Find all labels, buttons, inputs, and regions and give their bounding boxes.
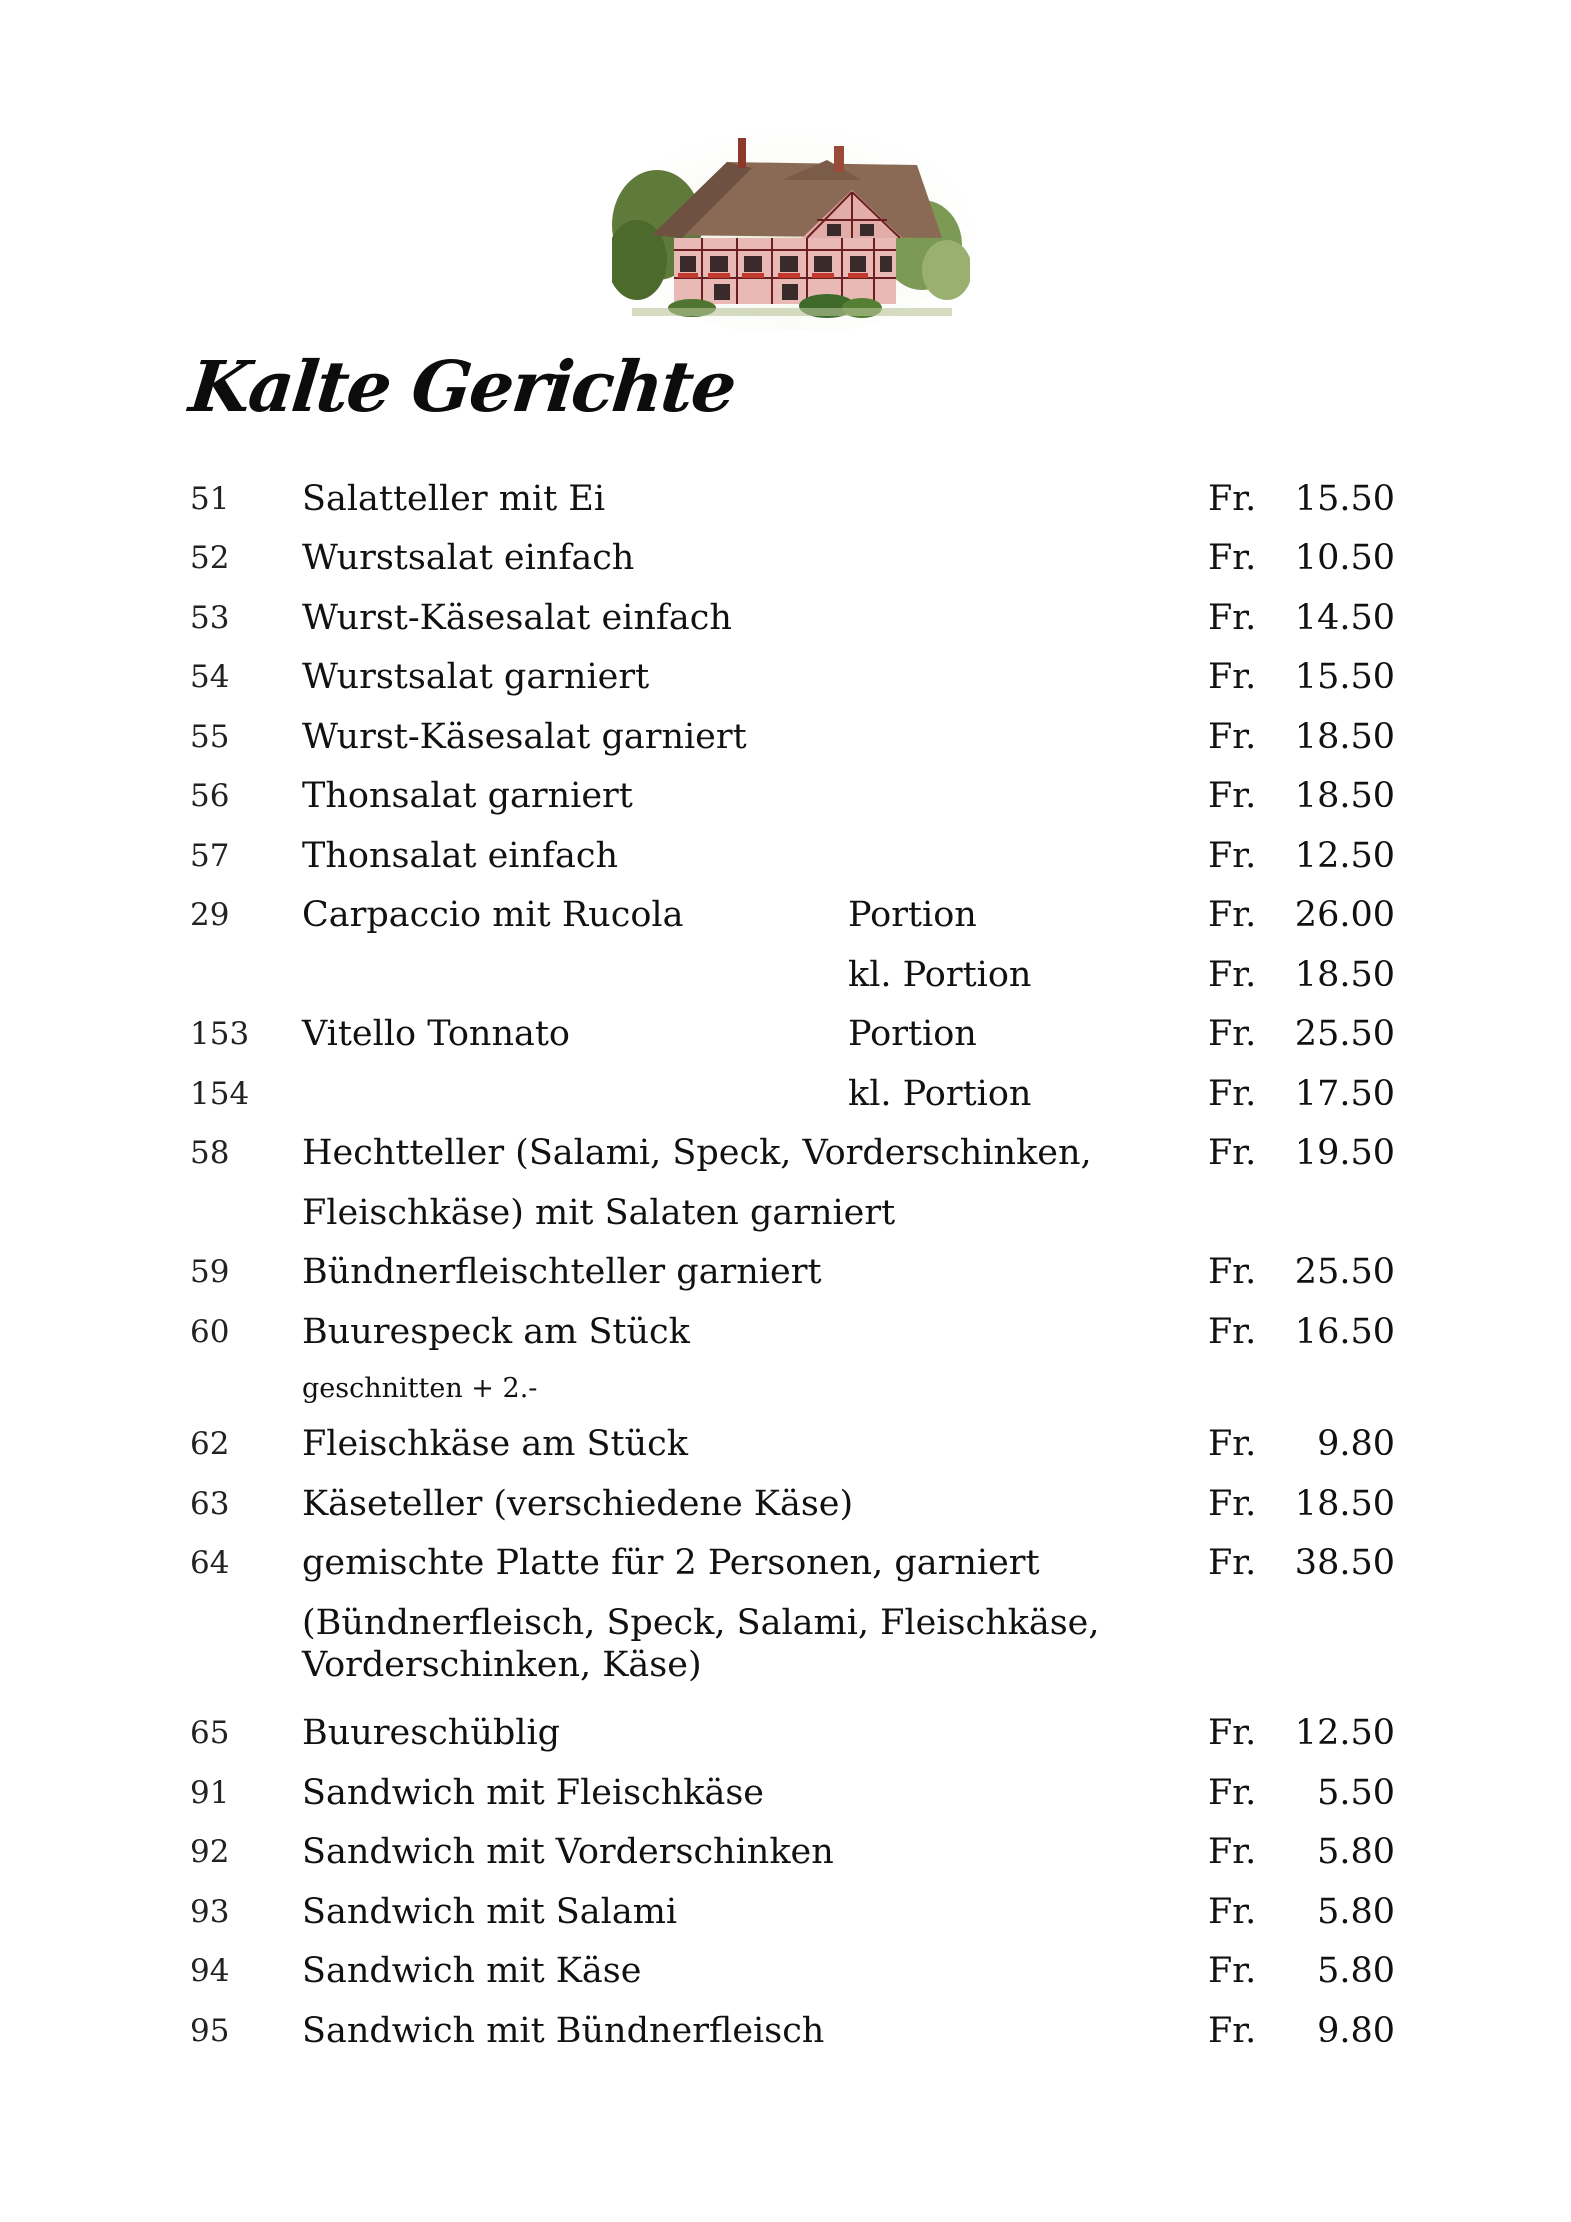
item-cur: Fr. (1208, 1133, 1257, 1173)
item-price: 9.80 (1317, 1424, 1395, 1464)
item-cur: Fr. (1208, 1951, 1257, 1991)
item-num: 59 (190, 1254, 230, 1290)
item-cur: Fr. (1208, 1773, 1257, 1813)
item-num: 95 (190, 2013, 230, 2049)
menu-item-row (0, 1129, 1571, 1177)
item-desc: Sandwich mit Fleischkäse (302, 1773, 765, 1813)
page-title: Kalte Gerichte (185, 345, 739, 428)
item-desc: Sandwich mit Salami (302, 1892, 678, 1932)
item-desc: Vitello Tonnato (302, 1014, 571, 1054)
menu-item-row (0, 951, 1571, 999)
menu-item-row (0, 2007, 1571, 2055)
item-desc: Salatteller mit Ei (302, 479, 606, 519)
item-num: 60 (190, 1314, 230, 1350)
item-desc: Buurespeck am Stück (302, 1312, 690, 1352)
item-price: 18.50 (1294, 1484, 1395, 1524)
item-desc: Vorderschinken, Käse) (302, 1645, 702, 1685)
item-num: 29 (190, 897, 230, 933)
item-price: 19.50 (1294, 1133, 1395, 1173)
item-desc: geschnitten + 2.- (302, 1373, 538, 1404)
menu-item-row (0, 1248, 1571, 1296)
item-desc: Fleischkäse am Stück (302, 1424, 688, 1464)
item-num: 92 (190, 1834, 230, 1870)
item-num: 52 (190, 540, 230, 576)
item-desc: Hechtteller (Salami, Speck, Vorderschinken, (302, 1133, 1092, 1173)
item-price: 25.50 (1294, 1014, 1395, 1054)
item-price: 26.00 (1294, 895, 1395, 935)
item-cur: Fr. (1208, 657, 1257, 697)
item-cur: Fr. (1208, 1424, 1257, 1464)
item-cur: Fr. (1208, 479, 1257, 519)
menu-item-row (0, 713, 1571, 761)
menu-item-row (0, 891, 1571, 939)
item-price: 12.50 (1294, 1713, 1395, 1753)
menu-item-row (0, 1539, 1571, 1587)
item-portion: Portion (848, 1014, 977, 1054)
item-cur: Fr. (1208, 1713, 1257, 1753)
item-price: 10.50 (1294, 538, 1395, 578)
item-desc: (Bündnerfleisch, Speck, Salami, Fleischkäse, (302, 1603, 1100, 1643)
item-num: 57 (190, 838, 230, 874)
item-cur: Fr. (1208, 717, 1257, 757)
item-cur: Fr. (1208, 598, 1257, 638)
item-price: 18.50 (1294, 955, 1395, 995)
item-cur: Fr. (1208, 1312, 1257, 1352)
item-num: 54 (190, 659, 230, 695)
item-num: 64 (190, 1545, 230, 1581)
item-price: 5.80 (1317, 1951, 1395, 1991)
item-desc: Sandwich mit Käse (302, 1951, 642, 1991)
item-price: 14.50 (1294, 598, 1395, 638)
item-desc: Bündnerfleischteller garniert (302, 1252, 822, 1292)
menu-item-row (0, 475, 1571, 523)
menu-item-row (0, 653, 1571, 701)
item-price: 18.50 (1294, 717, 1395, 757)
item-price: 5.80 (1317, 1892, 1395, 1932)
item-cur: Fr. (1208, 2011, 1257, 2051)
item-price: 25.50 (1294, 1252, 1395, 1292)
item-portion: Portion (848, 895, 977, 935)
menu-item-row (0, 1769, 1571, 1817)
item-cur: Fr. (1208, 955, 1257, 995)
item-cur: Fr. (1208, 1014, 1257, 1054)
item-desc: Buureschüblig (302, 1713, 561, 1753)
item-desc: Wurstsalat garniert (302, 657, 650, 697)
item-num: 91 (190, 1775, 230, 1811)
item-cur: Fr. (1208, 776, 1257, 816)
item-desc: Fleischkäse) mit Salaten garniert (302, 1193, 896, 1233)
item-num: 153 (190, 1016, 250, 1052)
menu-item-row (0, 1599, 1571, 1647)
item-desc: Thonsalat garniert (302, 776, 633, 816)
item-portion: kl. Portion (848, 1074, 1032, 1114)
item-num: 63 (190, 1486, 230, 1522)
menu-item-row (0, 1308, 1571, 1356)
menu-item-row (0, 1365, 1571, 1413)
item-desc: Sandwich mit Bündnerfleisch (302, 2011, 825, 2051)
item-price: 5.80 (1317, 1832, 1395, 1872)
item-cur: Fr. (1208, 1892, 1257, 1932)
menu-item-row (0, 1480, 1571, 1528)
item-cur: Fr. (1208, 836, 1257, 876)
item-num: 65 (190, 1715, 230, 1751)
item-price: 15.50 (1294, 657, 1395, 697)
item-desc: Käseteller (verschiedene Käse) (302, 1484, 854, 1524)
item-cur: Fr. (1208, 1074, 1257, 1114)
item-cur: Fr. (1208, 538, 1257, 578)
item-price: 16.50 (1294, 1312, 1395, 1352)
menu-item-row (0, 1709, 1571, 1757)
item-num: 62 (190, 1426, 230, 1462)
item-desc: Carpaccio mit Rucola (302, 895, 684, 935)
item-price: 15.50 (1294, 479, 1395, 519)
item-price: 12.50 (1294, 836, 1395, 876)
item-cur: Fr. (1208, 1252, 1257, 1292)
item-cur: Fr. (1208, 895, 1257, 935)
item-desc: gemischte Platte für 2 Personen, garniert (302, 1543, 1040, 1583)
item-portion: kl. Portion (848, 955, 1032, 995)
item-price: 17.50 (1294, 1074, 1395, 1114)
menu-item-row (0, 1070, 1571, 1118)
item-cur: Fr. (1208, 1832, 1257, 1872)
menu-item-row (0, 1947, 1571, 1995)
item-desc: Thonsalat einfach (302, 836, 618, 876)
item-desc: Wurst-Käsesalat garniert (302, 717, 747, 757)
menu-item-row (0, 1420, 1571, 1468)
menu-item-row (0, 1010, 1571, 1058)
menu-item-row (0, 534, 1571, 582)
item-cur: Fr. (1208, 1484, 1257, 1524)
menu-item-row (0, 1189, 1571, 1237)
item-num: 154 (190, 1076, 250, 1112)
menu-item-row (0, 594, 1571, 642)
item-price: 18.50 (1294, 776, 1395, 816)
item-desc: Wurstsalat einfach (302, 538, 635, 578)
item-num: 53 (190, 600, 230, 636)
item-num: 93 (190, 1894, 230, 1930)
menu-item-row (0, 1888, 1571, 1936)
item-num: 56 (190, 778, 230, 814)
item-price: 38.50 (1294, 1543, 1395, 1583)
item-desc: Sandwich mit Vorderschinken (302, 1832, 834, 1872)
item-price: 5.50 (1317, 1773, 1395, 1813)
menu-item-row (0, 832, 1571, 880)
item-price: 9.80 (1317, 2011, 1395, 2051)
item-desc: Wurst-Käsesalat einfach (302, 598, 732, 638)
menu-item-row (0, 1828, 1571, 1876)
menu-item-row (0, 772, 1571, 820)
item-num: 51 (190, 481, 230, 517)
item-num: 94 (190, 1953, 230, 1989)
menu-item-row (0, 1641, 1571, 1689)
item-num: 58 (190, 1135, 230, 1171)
item-num: 55 (190, 719, 230, 755)
item-cur: Fr. (1208, 1543, 1257, 1583)
